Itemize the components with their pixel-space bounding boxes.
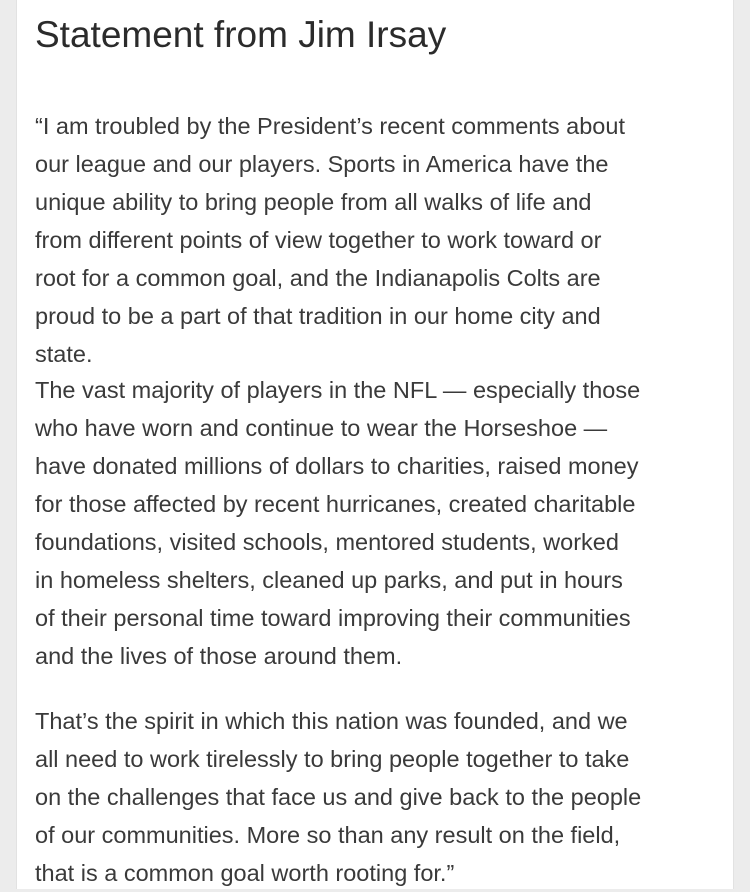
paragraph-line: of our communities. More so than any result on the field, [35, 822, 621, 848]
paragraph-line: on the challenges that face us and give back to the people [35, 784, 642, 810]
paragraph-line: foundations, visited schools, mentored students, worked [35, 529, 619, 555]
statement-title: Statement from Jim Irsay [35, 14, 447, 55]
paragraph-line: of their personal time toward improving their communities [35, 605, 631, 631]
paragraph-line: who have worn and continue to wear the Horseshoe — [35, 415, 608, 441]
paragraph-line: The vast majority of players in the NFL — especially those [35, 377, 641, 403]
paragraph-line: from different points of view together to work toward or [35, 227, 602, 253]
paragraph-line: and the lives of those around them. [35, 643, 403, 669]
statement-paragraph-2 [35, 371, 640, 675]
paragraph-line: proud to be a part of that tradition in our home city and [35, 303, 601, 329]
paragraph-line: “I am troubled by the President’s recent comments about [35, 113, 625, 139]
paragraph-line: all need to work tirelessly to bring people together to take [35, 746, 630, 772]
paragraph-line: That’s the spirit in which this nation was founded, and we [35, 708, 628, 734]
statement-paragraph-3 [35, 702, 641, 892]
statement-paragraph-1 [35, 107, 625, 373]
statement-page [16, 0, 734, 889]
paragraph-line: in homeless shelters, cleaned up parks, and put in hours [35, 567, 623, 593]
paragraph-line: our league and our players. Sports in America have the [35, 151, 609, 177]
paragraph-line: root for a common goal, and the Indianapolis Colts are [35, 265, 601, 291]
paragraph-line: unique ability to bring people from all walks of life and [35, 189, 592, 215]
paragraph-line: have donated millions of dollars to charities, raised money [35, 453, 639, 479]
paragraph-line: state. [35, 341, 93, 367]
paragraph-line: for those affected by recent hurricanes, created charitable [35, 491, 636, 517]
paragraph-line: that is a common goal worth rooting for.” [35, 860, 455, 886]
